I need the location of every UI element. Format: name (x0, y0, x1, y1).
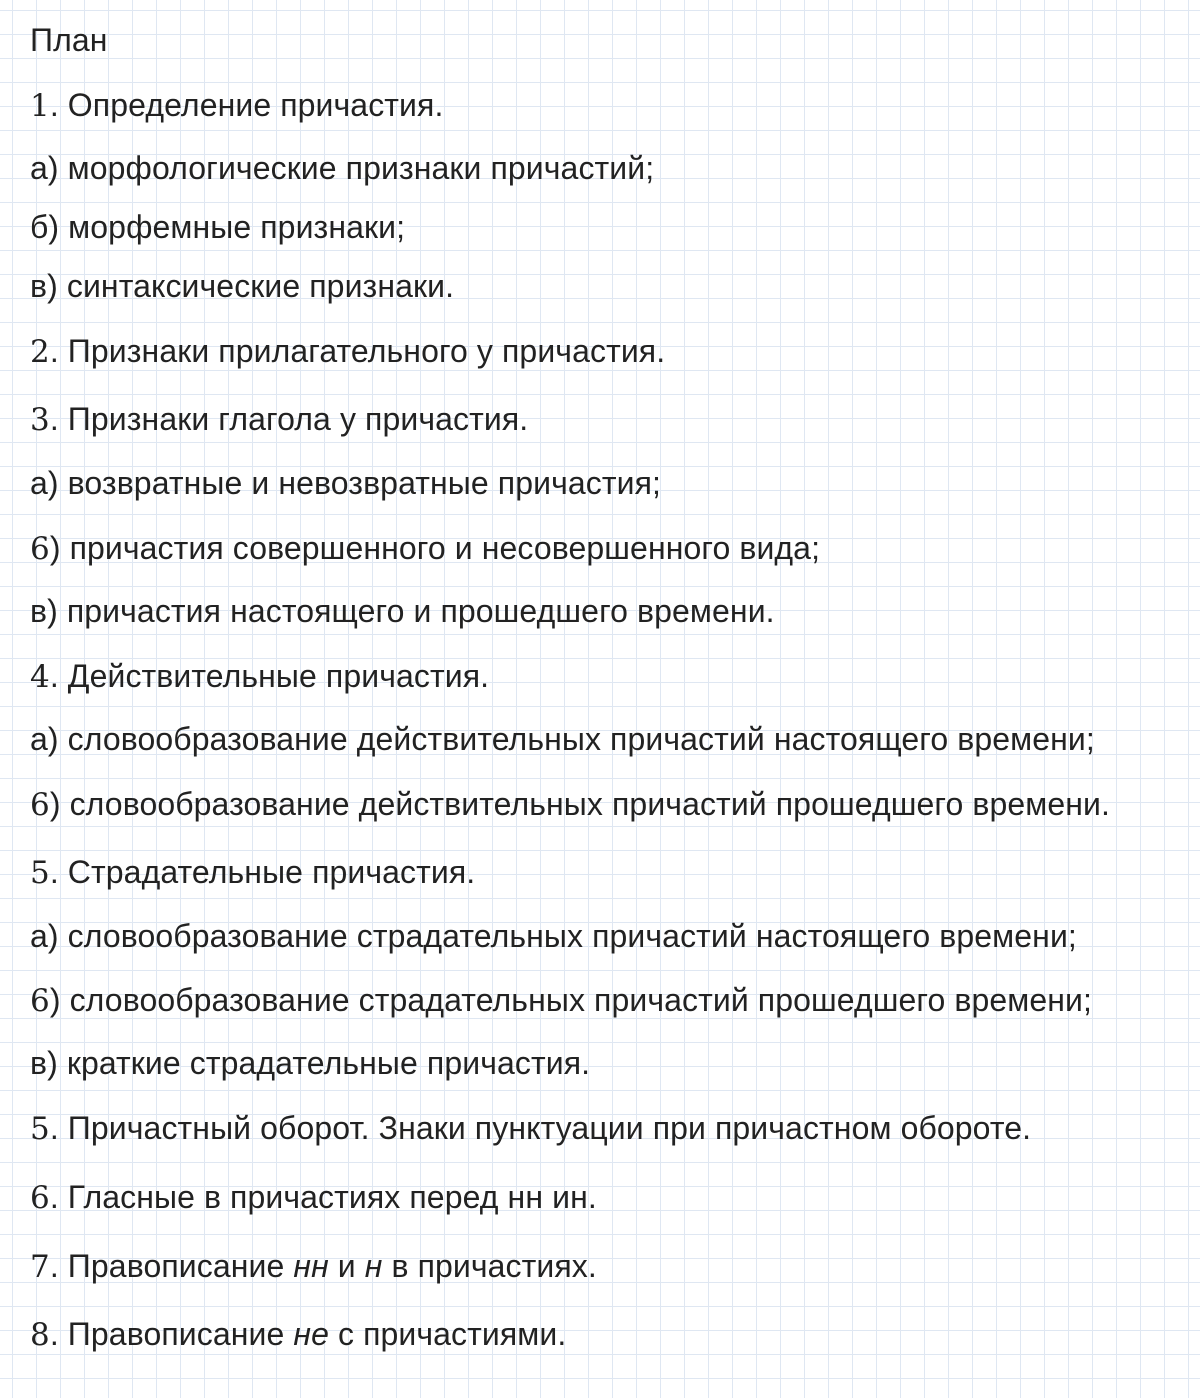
item-text: . Действительные причастия. (49, 658, 490, 694)
item-number: 5 (30, 1111, 50, 1147)
item-number: 3 (30, 402, 50, 438)
item-text: а) морфологические признаки причастий; (30, 150, 655, 186)
plan-subitem-3b (30, 528, 820, 569)
item-text: ) словообразование действительных причастий прошедшего времени. (49, 786, 1110, 822)
item-text: . Правописание (49, 1316, 294, 1352)
item-number: 6 (30, 787, 50, 823)
item-text: ) словообразование страдательных причастий прошедшего времени; (49, 982, 1093, 1018)
item-text: и (328, 1248, 365, 1284)
item-number: 5 (30, 855, 50, 891)
plan-item-2 (30, 331, 665, 372)
plan-subitem-5c (30, 1043, 590, 1084)
item-text: б) морфемные признаки; (30, 209, 406, 245)
item-text: в) синтаксические признаки. (30, 268, 455, 304)
item-text: а) возвратные и невозвратные причастия; (30, 465, 662, 501)
plan-item-1 (30, 85, 443, 126)
plan-item-5-participle-phrase (30, 1108, 1031, 1149)
italic-term: не (293, 1316, 329, 1352)
plan-subitem-4b (30, 784, 1110, 825)
italic-term: нн (293, 1248, 329, 1284)
plan-item-4 (30, 656, 489, 697)
plan-subitem-4a (30, 719, 1095, 760)
plan-item-8 (30, 1314, 566, 1355)
plan-subitem-3a (30, 463, 661, 504)
item-number: 6 (30, 1180, 50, 1216)
item-text: . Определение причастия. (49, 87, 444, 123)
item-number: 4 (30, 659, 50, 695)
plan-subitem-1a (30, 148, 654, 189)
item-text: в) краткие страдательные причастия. (30, 1045, 591, 1081)
item-text: с причастиями. (328, 1316, 567, 1352)
item-text: а) словообразование страдательных причастий настоящего времени; (30, 918, 1077, 954)
item-text: . Страдательные причастия. (49, 854, 476, 890)
item-text: . Признаки прилагательного у причастия. (49, 333, 666, 369)
italic-term: н (364, 1248, 383, 1284)
item-text: . Гласные в причастиях перед нн ин. (49, 1179, 597, 1215)
item-number: 6 (30, 531, 50, 567)
item-number: 2 (30, 334, 50, 370)
plan-subitem-3c (30, 591, 775, 632)
item-text: . Причастный оборот. Знаки пунктуации при причастном обороте. (49, 1110, 1032, 1146)
plan-item-5 (30, 852, 475, 893)
plan-subitem-5b (30, 980, 1092, 1021)
plan-item-3 (30, 399, 528, 440)
plan-item-7 (30, 1246, 597, 1287)
item-text: ) причастия совершенного и несовершенного вида; (49, 530, 821, 566)
item-text: . Признаки глагола у причастия. (49, 401, 529, 437)
item-text: а) словообразование действительных причастий настоящего времени; (30, 721, 1095, 757)
item-number: 6 (30, 983, 50, 1019)
item-number: 7 (30, 1249, 50, 1285)
item-number: 8 (30, 1317, 50, 1353)
item-number: 1 (30, 88, 50, 124)
item-text: в причастиях. (382, 1248, 597, 1284)
plan-title: План (30, 22, 108, 58)
plan-item-6 (30, 1177, 597, 1218)
plan-subitem-5a (30, 916, 1077, 957)
plan-subitem-1c (30, 266, 454, 307)
item-text: в) причастия настоящего и прошедшего времени. (30, 593, 775, 629)
plan-subitem-1b (30, 207, 405, 248)
item-text: . Правописание (49, 1248, 294, 1284)
